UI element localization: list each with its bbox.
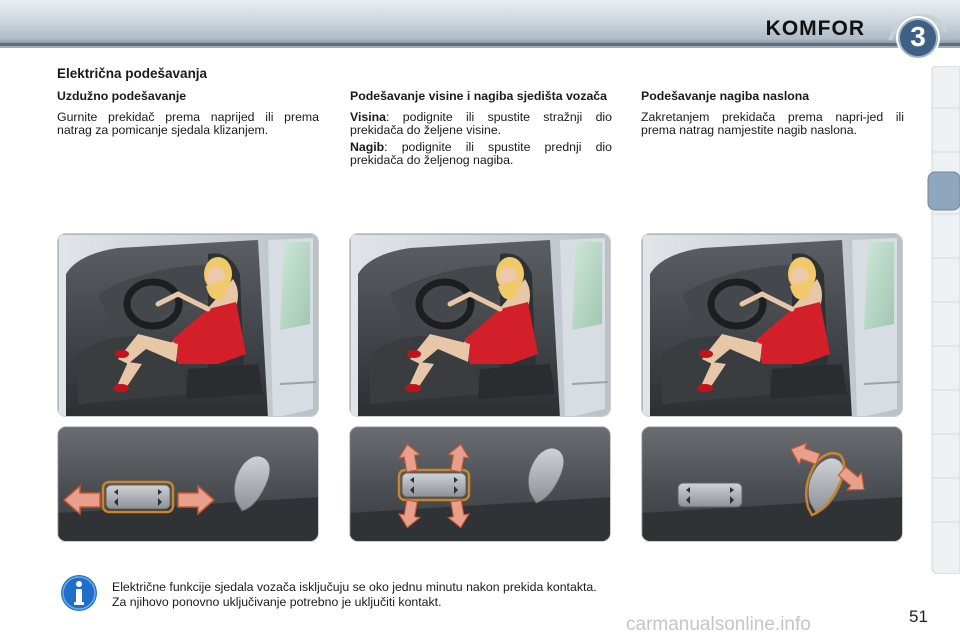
column-paragraph [641, 111, 904, 137]
main-heading: Električna podešavanja [57, 66, 208, 81]
paragraph-label: Visina [350, 110, 387, 124]
paragraph-text: : podignite ili spustite stražnji dio prekidača do željene visine. [350, 110, 612, 137]
info-icon [60, 574, 98, 612]
closeup-height-tilt-switch [349, 426, 611, 542]
watermark: carmanualsonline.info [626, 614, 811, 635]
photo-backrest [641, 233, 903, 417]
column-longitudinal [57, 90, 319, 141]
closeup-longitudinal-switch [57, 426, 319, 542]
section-title: KOMFOR [765, 17, 865, 40]
info-line: Električne funkcije sjedala vozača isključuju se oko jednu minutu nakon prekida kontakta. [112, 580, 597, 594]
column-height-tilt [350, 90, 612, 171]
page-number: 51 [909, 607, 928, 626]
chapter-number: 3 [910, 21, 926, 52]
column-heading: Uzdužno podešavanje [57, 89, 187, 103]
paragraph-text: : podignite ili spustite prednji dio prekidača do željenog nagiba. [350, 140, 612, 167]
column-backrest [641, 90, 904, 141]
column-paragraph [57, 111, 319, 137]
photo-height-tilt [349, 233, 611, 417]
column-paragraph [350, 111, 612, 137]
info-note [112, 580, 597, 610]
info-line: Za njihovo ponovno uključivanje potrebno je uključiti kontakt. [112, 595, 442, 609]
closeup-backrest-switch [641, 426, 903, 542]
paragraph-text: Zakretanjem prekidača prema napri-jed ili prema natrag namjestite nagib naslona. [641, 110, 904, 137]
column-paragraph [350, 141, 612, 167]
column-heading: Podešavanje visine i nagiba sjedišta vozača [350, 89, 607, 103]
chapter-tab-rail[interactable] [926, 66, 960, 574]
column-heading: Podešavanje nagiba naslona [641, 89, 810, 103]
header-stripe-dark [0, 43, 960, 46]
paragraph-label: Nagib [350, 140, 385, 154]
photo-longitudinal [57, 233, 319, 417]
paragraph-text: Gurnite prekidač prema naprijed ili prema natrag za pomicanje sjedala klizanjem. [57, 110, 319, 137]
